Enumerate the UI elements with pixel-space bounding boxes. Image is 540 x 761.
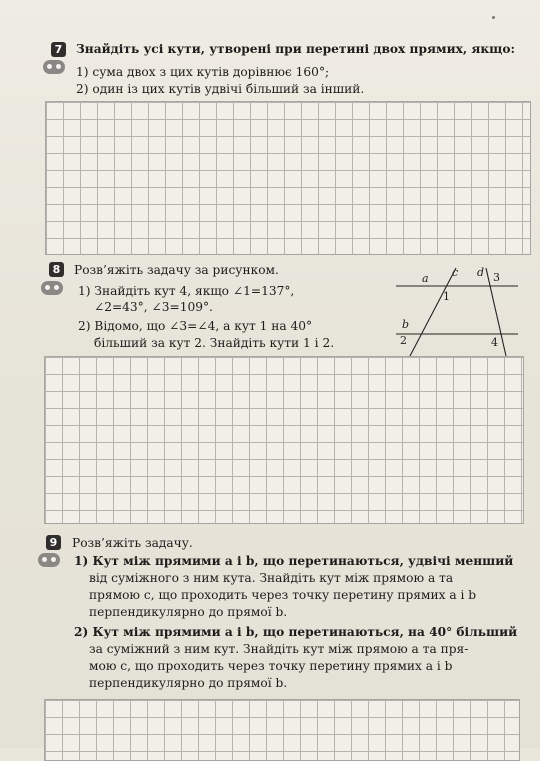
answer-grid-8[interactable] <box>44 356 524 524</box>
task-9-item-2-line-2: за суміжний з ним кут. Знайдіть кут між прямою a та пря- <box>89 642 469 656</box>
task-7-item-1: 1) сума двох з цих кутів дорівнює 160°; <box>76 65 330 79</box>
task-9-item-2-line-3: мою c, що проходить через точку перетину прямих a і b <box>89 659 453 673</box>
label-c: c <box>452 266 459 279</box>
smiley-face-icon <box>41 281 63 295</box>
label-a: a <box>422 272 429 285</box>
task-7-title: Знайдіть усі кути, утворені при перетині двох прямих, якщо: <box>76 42 515 56</box>
smiley-face-icon <box>38 553 60 567</box>
label-2: 2 <box>400 334 407 347</box>
task-8-item-2-line-2: більший за кут 2. Знайдіть кути 1 і 2. <box>94 336 335 350</box>
task-9-item-1-line-1: 1) Кут між прямими a і b, що перетинаються, удвічі менший <box>74 554 514 568</box>
smiley-face-icon <box>43 60 65 74</box>
page-mark <box>492 16 495 19</box>
task-number-badge: 8 <box>49 262 64 277</box>
task-8-title: Розв’яжіть задачу за рисунком. <box>74 263 279 277</box>
task-9-item-2-line-4: перпендикулярно до прямої b. <box>89 676 288 690</box>
task-7-item-2: 2) один із цих кутів удвічі більший за інший. <box>76 82 365 96</box>
task-8-item-2-line-1: 2) Відомо, що ∠3=∠4, а кут 1 на 40° <box>78 319 313 333</box>
label-d: d <box>477 266 485 279</box>
task-9-item-1-line-3: прямою c, що проходить через точку перетину прямих a і b <box>89 588 477 602</box>
line-c <box>410 266 459 356</box>
lines-figure <box>392 262 524 362</box>
label-1: 1 <box>443 290 450 303</box>
task-8-item-1-line-2: ∠2=43°, ∠3=109°. <box>94 300 213 314</box>
task-number-badge: 9 <box>46 535 61 550</box>
task-8-item-1-line-1: 1) Знайдіть кут 4, якщо ∠1=137°, <box>78 284 295 298</box>
task-9-item-2-line-1: 2) Кут між прямими a і b, що перетинаються, на 40° більший <box>74 625 518 639</box>
task-9-title: Розв’яжіть задачу. <box>72 536 193 550</box>
answer-grid-7[interactable] <box>45 101 531 255</box>
task-number-badge: 7 <box>51 42 66 57</box>
label-3: 3 <box>493 271 500 284</box>
answer-grid-9[interactable] <box>44 699 520 761</box>
label-b: b <box>402 318 410 331</box>
task-9-item-1-line-2: від суміжного з ним кута. Знайдіть кут між прямою a та <box>89 571 454 585</box>
task-9-item-1-line-4: перпендикулярно до прямої b. <box>89 605 288 619</box>
label-4: 4 <box>491 336 498 349</box>
